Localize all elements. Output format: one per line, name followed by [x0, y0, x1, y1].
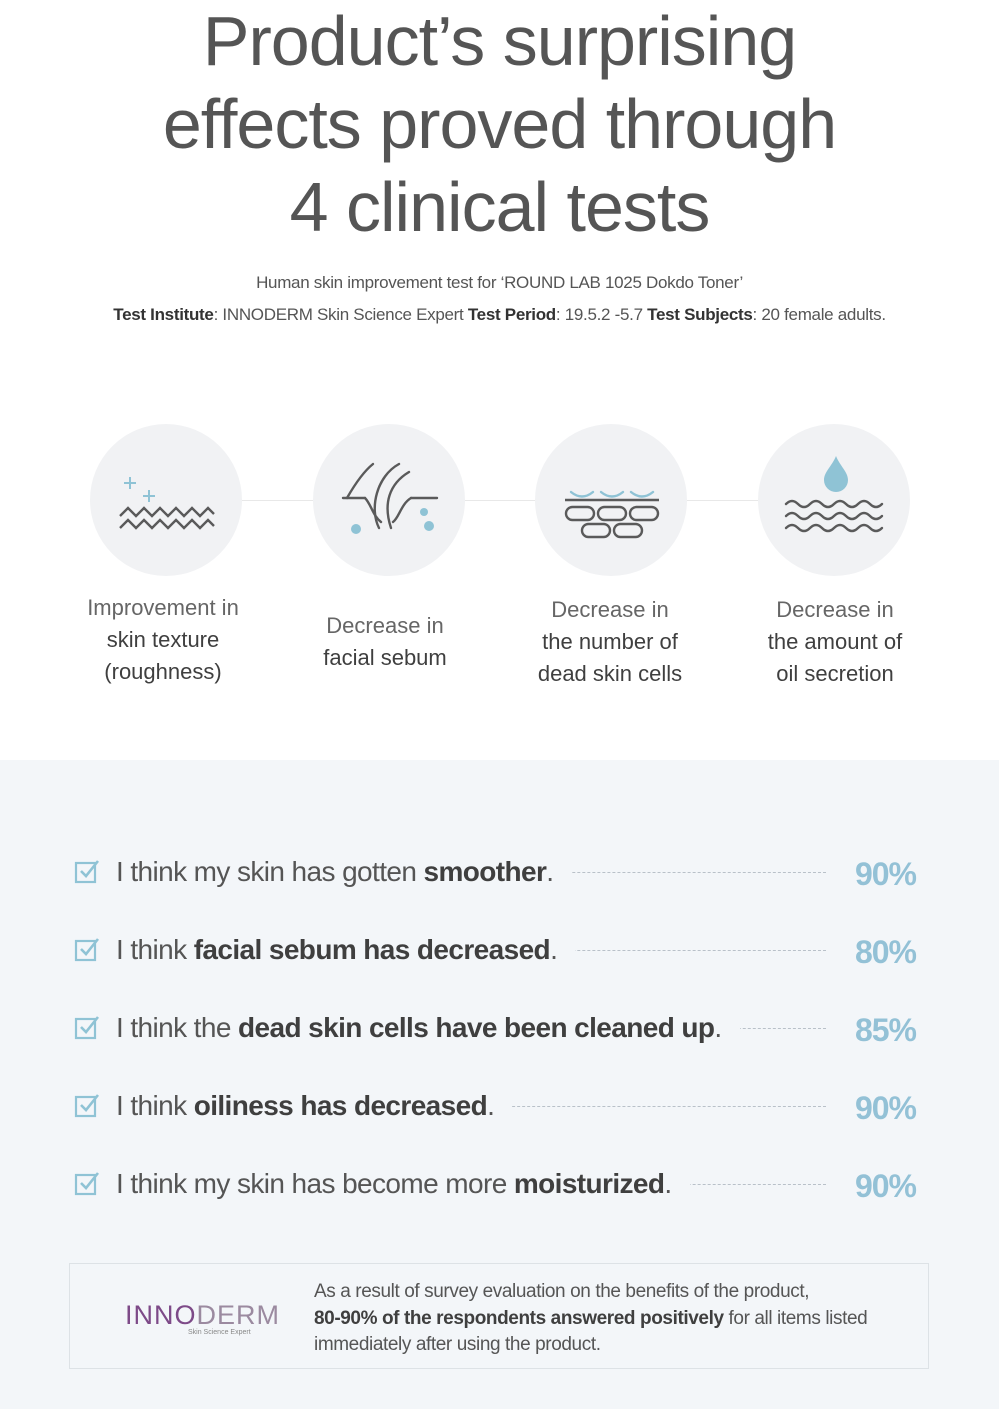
test-description: Human skin improvement test for ‘ROUND LAB 1025 Dokdo Toner’	[256, 273, 743, 292]
survey-row	[74, 852, 916, 892]
survey-statement: I think the dead skin cells have been cleaned up.	[116, 1008, 740, 1048]
subjects-value: : 20 female adults.	[752, 305, 886, 324]
test-details	[0, 305, 999, 325]
survey-statement: I think my skin has become more moisturized.	[116, 1164, 690, 1204]
title-line-1: Product’s surprising	[202, 2, 797, 80]
institute-value: : INNODERM Skin Science Expert	[213, 305, 468, 324]
institute-label: Test Institute	[113, 305, 214, 324]
title-line-2: effects proved through	[162, 85, 837, 163]
survey-row	[74, 1008, 916, 1048]
dead-skin-cells-icon	[535, 424, 687, 576]
survey-percent: 80%	[854, 934, 916, 970]
survey-statement: I think oiliness has decreased.	[116, 1086, 512, 1126]
survey-row	[74, 1086, 916, 1126]
innoderm-logo: INNODERM Skin Science Expert	[125, 1300, 280, 1336]
checkbox-checked-icon	[74, 1170, 100, 1196]
icon-connector-line	[166, 500, 836, 501]
sebum-icon	[313, 424, 465, 576]
summary-box	[69, 1263, 929, 1369]
oil-secretion-icon	[758, 424, 910, 576]
effect-caption-skin-texture: Improvement in skin texture (roughness)	[87, 595, 239, 684]
effect-caption-dead-skin: Decrease in the number of dead skin cells	[537, 597, 683, 686]
page-title	[0, 0, 999, 249]
subjects-label: Test Subjects	[647, 305, 753, 324]
survey-row	[74, 930, 916, 970]
period-label: Test Period	[467, 305, 556, 324]
effect-caption-sebum: Decrease in facial sebum	[323, 613, 447, 670]
survey-percent: 90%	[854, 856, 916, 892]
effect-caption-oil: Decrease in the amount of oil secretion	[767, 597, 903, 686]
survey-percent: 85%	[854, 1012, 916, 1048]
title-line-3: 4 clinical tests	[289, 168, 710, 246]
period-value: : 19.5.2 -5.7	[555, 305, 648, 324]
checkbox-checked-icon	[74, 858, 100, 884]
checkbox-checked-icon	[74, 1092, 100, 1118]
checkbox-checked-icon	[74, 936, 100, 962]
survey-row	[74, 1164, 916, 1204]
survey-statement: I think facial sebum has decreased.	[116, 930, 575, 970]
survey-statement: I think my skin has gotten smoother.	[116, 852, 571, 892]
checkbox-checked-icon	[74, 1014, 100, 1040]
skin-texture-icon	[90, 424, 242, 576]
survey-percent: 90%	[854, 1090, 916, 1126]
summary-text: As a result of survey evaluation on the benefits of the product, 80-90% of the respondents answered positively for all items listed immediately after using the product.	[314, 1281, 868, 1355]
survey-percent: 90%	[854, 1168, 916, 1204]
